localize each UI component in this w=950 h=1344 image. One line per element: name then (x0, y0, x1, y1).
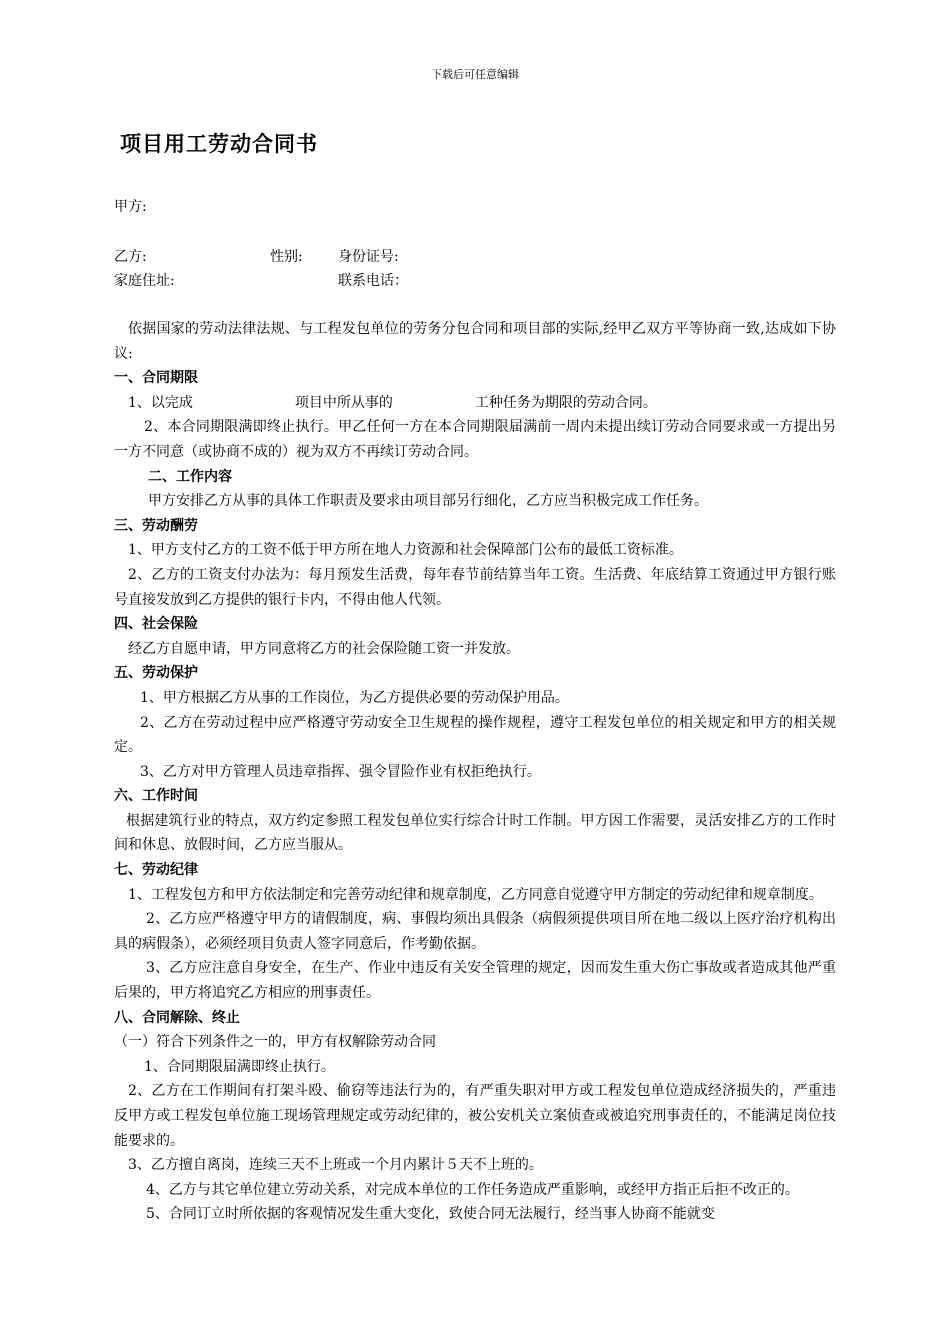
section-7-item-1: 1、工程发包方和甲方依法制定和完善劳动纪律和规章制度，乙方同意自觉遵守甲方制定的劳动纪律和规章制度。 (128, 886, 823, 903)
section-3-item-2: 2、乙方的工资支付办法为：每月预发生活费，每年春节前结算当年工资。生活费、年底结算工资通过甲方银行账号直接发放到乙方提供的银行卡内，不得由他人代领。 (114, 566, 836, 608)
section-1-item-2: 2、本合同期限满即终止执行。甲乙任何一方在本合同期限届满前一周内未提出续订劳动合同要求或一方提出另一方不同意（或协商不成的）视为双方不再续订劳动合同。 (114, 419, 836, 460)
section-5-heading: 五、劳动保护 (114, 665, 198, 682)
section-8-heading: 八、合同解除、终止 (114, 1009, 240, 1026)
section-1-heading: 一、合同期限 (114, 370, 198, 387)
party-b-gender-label: 性别: (270, 249, 303, 265)
item-1-part-c: 工种任务为期限的劳动合同。 (474, 394, 657, 411)
section-8-item-5: 5、合同订立时所依据的客观情况发生重大变化，致使合同无法履行，经当事人协商不能就变 (146, 1206, 715, 1223)
party-b-name-label: 乙方: (114, 249, 147, 265)
section-8-item-3: 3、乙方擅自离岗，连续三天不上班或一个月内累计５天不上班的。 (128, 1157, 543, 1174)
contract-body (114, 317, 836, 1227)
party-b-id-label: 身份证号: (338, 249, 399, 265)
contract-title: 项目用工劳动合同书 (120, 131, 318, 156)
section-2-item-1: 甲方安排乙方从事的具体工作职责及要求由项目部另行细化，乙方应当积极完成工作任务。 (148, 493, 708, 510)
section-6-heading: 六、工作时间 (114, 788, 198, 805)
section-5-item-2: 2、乙方在劳动过程中应严格遵守劳动安全卫生规程的操作规程，遵守工程发包单位的相关规定和甲方的相关规定。 (114, 714, 836, 756)
section-5-item-3: 3、乙方对甲方管理人员违章指挥、强令冒险作业有权拒绝执行。 (140, 763, 541, 780)
party-b-address-label: 家庭住址: (114, 273, 175, 289)
section-8-item-2: 2、乙方在工作期间有打架斗殴、偷窃等违法行为的，有严重失职对甲方或工程发包单位造成经济损失的，严重违反甲方或工程发包单位施工现场管理规定或劳动纪律的，被公安机关立案侦查或被追究刑事责任的，不能满足岗位技能要求的。 (114, 1083, 836, 1149)
section-8-subheading: （一）符合下列条件之一的，甲方有权解除劳动合同 (114, 1034, 436, 1051)
intro-paragraph: 依据国家的劳动法律法规、与工程发包单位的劳务分包合同和项目部的实际,经甲乙双方平等协商一致,达成如下协议: (114, 321, 836, 362)
section-8-item-4: 4、乙方与其它单位建立劳动关系，对完成本单位的工作任务造成严重影响，或经甲方指正后拒不改正的。 (146, 1181, 799, 1198)
section-7-item-3: 3、乙方应注意自身安全，在生产、作业中违反有关安全管理的规定，因而发生重大伤亡事故或者造成其他严重后果的，甲方将追究乙方相应的刑事责任。 (114, 960, 836, 1002)
section-5-item-1: 1、甲方根据乙方从事的工作岗位，为乙方提供必要的劳动保护用品。 (140, 689, 569, 706)
item-1-part-b: 项目中所从事的 (294, 394, 393, 411)
section-4-heading: 四、社会保险 (114, 616, 198, 633)
section-3-item-1: 1、甲方支付乙方的工资不低于甲方所在地人力资源和社会保障部门公布的最低工资标准。 (128, 542, 683, 559)
section-3-heading: 三、劳动酬劳 (114, 517, 198, 534)
header-note: 下载后可任意编辑 (431, 68, 519, 81)
section-8-item-1: 1、合同期限届满即终止执行。 (144, 1058, 335, 1075)
section-7-item-2: 2、乙方应严格遵守甲方的请假制度，病、事假均须出具假条（病假须提供项目所在地二级以上医疗治疗机构出具的病假条），必须经项目负责人签字同意后，作考勤依据。 (114, 911, 836, 952)
section-4-item-1: 经乙方自愿申请，甲方同意将乙方的社会保险随工资一并发放。 (128, 640, 520, 657)
item-1-part-a: 1、以完成 (128, 394, 193, 411)
party-b-phone-label: 联系电话： (338, 273, 408, 289)
section-1-item-1 (114, 391, 836, 416)
section-2-heading: 二、工作内容 (148, 468, 232, 485)
party-a-label: 甲方: (114, 199, 147, 215)
section-7-heading: 七、劳动纪律 (114, 862, 198, 879)
section-6-item-1: 根据建筑行业的特点，双方约定参照工程发包单位实行综合计时工作制。甲方因工作需要，灵活安排乙方的工作时间和休息、放假时间，乙方应当服从。 (114, 812, 836, 854)
